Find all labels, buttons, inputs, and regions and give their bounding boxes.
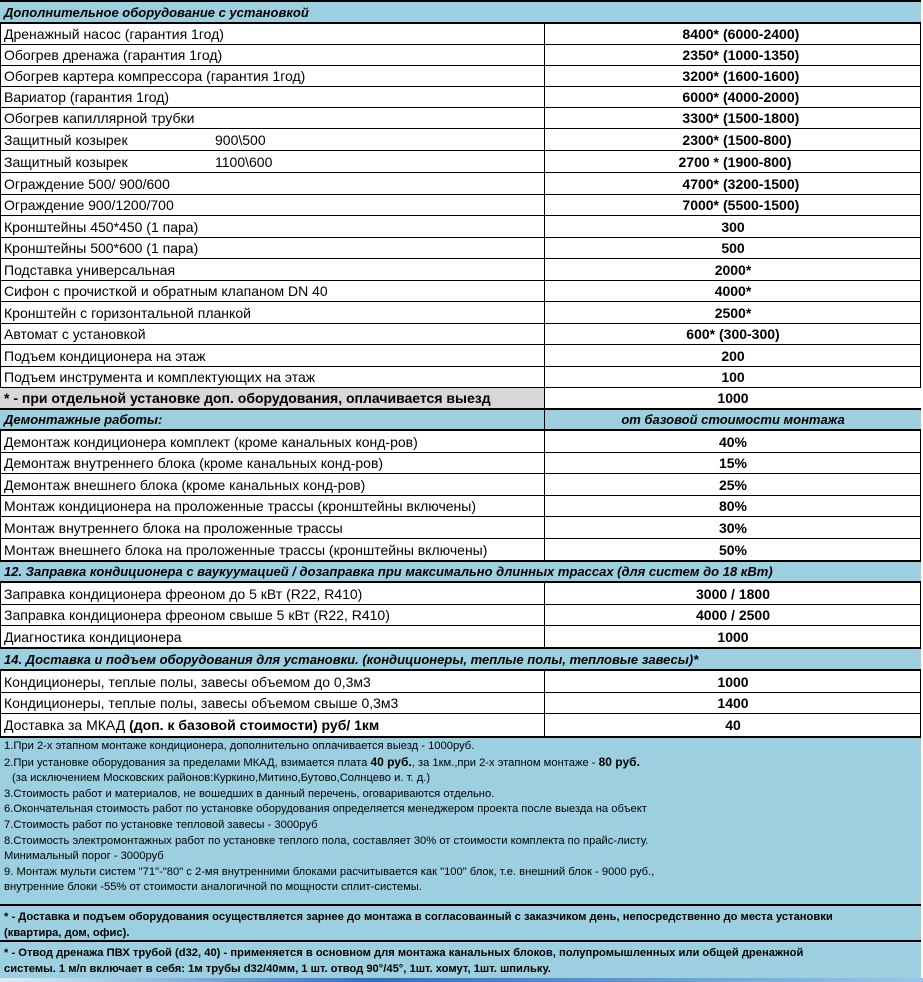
value: 25% [718,476,748,493]
table-row [0,324,921,345]
price-range: (6000-2400) [723,26,800,42]
price: 100 [721,369,745,385]
table-row [0,714,921,736]
price-range: (1500-1800) [723,110,800,126]
table-row [0,173,921,195]
note: 3.Стоимость работ и материалов, не вошедших в данный перечень, оговариваются отдельно. [4,787,495,800]
price: 3000 / 1800 [696,585,770,602]
note: 2.При установке оборудования за пределами МКАД, взимается плата 40 руб., за 1км.,при 2-х этапном монтаже - 80 руб. [4,754,640,769]
row-label: Демонтаж кондиционера комплект (кроме канальных конд-ров) [0,431,545,452]
table-row [0,583,921,605]
price: 4000 / 2500 [696,607,770,623]
row-label: Кронштейн с горизонтальной планкой [0,302,545,323]
row-label: Кондиционеры, теплые полы, завесы объемом до 0,3м3 [0,671,545,692]
row-label-bold: (доп. к базовой стоимости) руб/ 1км [129,717,380,733]
price: 2350* [682,47,719,63]
row-label: Дренажный насос (гарантия 1год) [0,24,545,44]
note: (за исключением Московских районов:Куркино,Митино,Бутово,Солнцево и. т. д.) [12,772,431,785]
row-label: Кронштейны 500*600 (1 пара) [0,238,545,258]
value: 30% [718,519,748,536]
price: 2300* [682,131,719,148]
row-label: Защитный козырек [4,131,128,148]
price: 1000 [545,388,921,408]
table-row [0,24,921,45]
row-label: Обогрев капиллярной трубки [0,108,545,128]
table-row [0,281,921,302]
table-row [0,238,921,259]
table-row [0,693,921,714]
price: 500 [721,240,745,256]
delivery-note: * - Доставка и подъем оборудования осуществляется зарнее до монтажа в согласованный с заказчиком день, непосредственно до места установки (квартира, дом, офис). [0,906,921,942]
table-row [0,474,921,496]
section-title: Демонтажные работы: [0,410,545,429]
table-row [0,431,921,453]
table-row [0,87,921,108]
price-range: (5500-1500) [723,197,800,213]
row-label: Заправка кондиционера фреоном до 5 кВт (R22, R410) [0,583,545,604]
row-label: Монтаж внутреннего блока на проложенные трассы [0,517,545,538]
price: 2000* [714,261,752,278]
section-header-delivery [0,647,921,671]
table-row [0,517,921,539]
row-label: Демонтаж внешнего блока (кроме канальных конд-ров) [0,474,545,495]
row-label: Кондиционеры, теплые полы, завесы объемом свыше 0,3м3 [0,693,545,713]
drainage-note: * - Отвод дренажа ПВХ трубой (d32, 40) - применяется в основном для монтажа канальных блоков, полупромышленных или общей дренажной системы. 1 м/п включает в себя: 1м трубы d32/40мм, 1 шт. отвод 90°/45°, 1шт. хомут, 1шт. шпильку. [0,942,921,978]
row-label: Ограждение 900/1200/700 [0,195,545,215]
price: 7000* [682,197,719,213]
table-row [0,129,921,151]
value: 80% [718,498,748,514]
row-label: Автомат с установкой [0,324,545,344]
table-row [0,367,921,388]
price: 3200* [682,68,719,84]
value: 50% [718,541,748,558]
table-row [0,453,921,474]
row-label: Подставка универсальная [0,259,545,280]
price: 4700* [682,175,719,192]
price: 1000 [717,673,749,690]
table-row [0,259,921,281]
section-title: 12. Заправка кондиционера с ваукуумацией / дозаправка при максимально длинных трассах (для систем до 18 кВт) [4,564,773,579]
row-label: Обогрев дренажа (гарантия 1год) [0,45,545,65]
table-row [0,626,921,647]
row-label: Доставка за МКАД [4,717,126,733]
table-row [0,345,921,367]
price: 300 [721,218,745,235]
row-label: Диагностика кондиционера [0,626,545,647]
price: 3300* [682,110,719,126]
price: 40 [725,717,741,733]
price: 2500* [714,304,752,321]
table-row [0,108,921,129]
price: 8400* [682,26,719,42]
price: 2700 * [678,153,719,170]
row-label: Обогрев картера компрессора (гарантия 1год) [0,66,545,86]
section-header-refill [0,560,921,583]
row-label: Заправка кондиционера фреоном свыше 5 кВт (R22, R410) [0,605,545,625]
row-label: Подъем кондиционера на этаж [0,345,545,366]
table-row-callout [0,388,921,408]
table-row [0,45,921,66]
bottom-decoration [0,978,923,982]
row-label: Защитный козырек [4,153,128,170]
note: 6.Окончательная стоимость работ по установке оборудования определяется менеджером проекта после выезда на объект [4,803,647,816]
note: 9. Монтаж мульти систем "71"-"80" с 2-мя внутренними блоками расчитывается как "100" блок, т.е. внешний блок - 9000 руб., [4,865,655,878]
footnotes [0,736,921,906]
table-row [0,195,921,216]
note: внутренние блоки -55% от стоимости аналогичной по мощности сплит-системы. [4,881,422,894]
price-range: (3200-1500) [723,175,800,192]
table-row [0,66,921,87]
row-label: Сифон с прочисткой и обратным клапаном DN 40 [0,281,545,301]
section-column-header: от базовой стоимости монтажа [621,412,845,427]
price-range: (1500-800) [723,131,792,148]
table-row [0,216,921,238]
table-row [0,496,921,517]
price: 200 [721,347,745,364]
row-label: Ограждение 500/ 900/600 [0,173,545,194]
row-label: * - при отдельной установке доп. оборудования, оплачивается выезд [0,388,545,408]
value: 40% [718,433,748,450]
price: 600* (300-300) [686,326,780,342]
price-range: (1900-800) [723,153,792,170]
price: 6000* [682,89,719,105]
price-range: (4000-2000) [723,89,800,105]
section-title: Дополнительное оборудование с установкой [4,4,309,20]
row-label: Демонтаж внутреннего блока (кроме канальных конд-ров) [0,453,545,473]
table-row [0,671,921,693]
row-dimension: 900\500 [215,131,266,148]
row-label: Кронштейны 450*450 (1 пара) [0,216,545,237]
price: 4000* [714,283,752,299]
row-label: Вариатор (гарантия 1год) [0,87,545,107]
table-row [0,302,921,324]
row-label: Подъем инструмента и комплектующих на этаж [0,367,545,387]
section-title: 14. Доставка и подъем оборудования для установки. (кондиционеры, теплые полы, тепловые завесы)* [4,651,699,667]
value: 15% [718,455,748,471]
table-row [0,539,921,560]
note: Минимальный порог - 3000руб [4,850,164,863]
price-range: (1000-1350) [723,47,800,63]
section-header-dismantling [0,408,921,431]
note: 8.Стоимость электромонтажных работ по установке теплого пола, составляет 30% от стоимости комплекта по прайс-листу. [4,834,649,847]
table-row [0,151,921,173]
price-range: (1600-1600) [723,68,800,84]
price: 1000 [717,628,749,645]
price: 1400 [717,695,749,711]
note: 1.При 2-х этапном монтаже кондиционера, дополнительно оплачивается выезд - 1000руб. [4,740,475,752]
table-row [0,605,921,626]
row-dimension: 1100\600 [215,153,273,170]
row-label: Монтаж внешнего блока на проложенные трассы (кронштейны включены) [0,539,545,560]
row-label: Монтаж кондиционера на проложенные трассы (кронштейны включены) [0,496,545,516]
note: 7.Стоимость работ по установке тепловой завесы - 3000руб [4,818,318,831]
section-header-equipment [0,0,921,24]
